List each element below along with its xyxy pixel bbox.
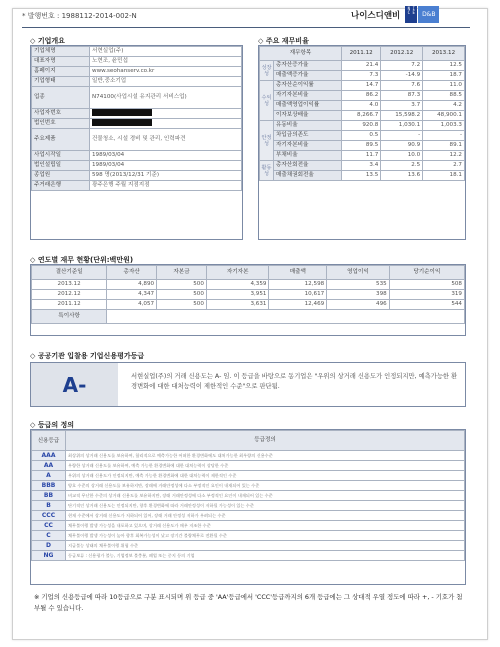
grade-label: D [32, 541, 66, 551]
ratio-row [260, 81, 465, 91]
company-field-value: www.seohanserv.co.kr [90, 67, 242, 77]
company-field-label: 대표자명 [32, 57, 90, 67]
ratio-value: 15,598.2 [381, 111, 423, 121]
company-field-value [90, 109, 242, 119]
ratio-value: 89.1 [423, 141, 465, 151]
company-row [32, 57, 242, 67]
annual-cell: 4,057 [107, 300, 157, 310]
ratio-value: 14.7 [342, 81, 381, 91]
company-field-label: 법인설립일 [32, 161, 90, 171]
annual-header-cell: 총자산 [107, 266, 157, 280]
definition-row [32, 541, 465, 551]
ratio-row [260, 171, 465, 181]
ratio-value: 11.7 [342, 151, 381, 161]
ratio-value: 18.7 [423, 71, 465, 81]
definition-row [32, 461, 465, 471]
grade-definition: 비교적 무난한 수준의 상거래 신용도를 보유하지만, 장래 거래안정성에 다소 부정적인 요인이 내재되어 있는 수준 [66, 491, 465, 501]
document-number: * 발행번호 : 1988112-2014-002-N [22, 12, 137, 20]
ratio-category: 활동성 [260, 161, 274, 181]
company-field-value: 광주은행 주월 지점지점 [90, 181, 242, 191]
definition-row [32, 511, 465, 521]
nice-logo-icon: N I C E [405, 6, 417, 23]
ratio-row [260, 161, 465, 171]
company-field-label: 기업체명 [32, 47, 90, 57]
ratio-value: 4.0 [342, 101, 381, 111]
grade-definition: 채무불이행 발생 가능성을 내포하고 있으며, 상거래 신용도가 매우 저조한 수준 [66, 521, 465, 531]
company-row [32, 161, 242, 171]
annual-header-cell: 자기자본 [206, 266, 269, 280]
annual-cell: 4,890 [107, 280, 157, 290]
company-row [32, 119, 242, 129]
company-row [32, 87, 242, 109]
ratio-value: 7.6 [381, 81, 423, 91]
company-field-value: 서현실업(주) [90, 47, 242, 57]
grade-definition: 양호 수준의 상거래 신용도를 보유하지만, 장래에 거래안정성에 다소 부정적인 요인이 내재되어 있는 수준 [66, 481, 465, 491]
ratio-value: 89.5 [342, 141, 381, 151]
ratio-row [260, 141, 465, 151]
definition-row [32, 521, 465, 531]
brand-logo [351, 6, 439, 23]
company-field-value: N74100(사업시설 유지관리 서비스업) [90, 87, 242, 109]
ratio-header-cell: 2011.12 [342, 47, 381, 61]
ratio-category: 성장성 [260, 61, 274, 81]
ratio-value: 90.9 [381, 141, 423, 151]
ratio-value: 10.0 [381, 151, 423, 161]
ratio-name: 차입금의존도 [274, 131, 342, 141]
redacted-value [92, 119, 152, 126]
company-field-label: 종업원 [32, 171, 90, 181]
ratio-row [260, 61, 465, 71]
company-row [32, 129, 242, 151]
grade-label: A [32, 471, 66, 481]
definition-row [32, 491, 465, 501]
company-field-label: 사업시작일 [32, 151, 90, 161]
company-row [32, 77, 242, 87]
grade-definition: 우량한 상거래 신용도를 보유하여, 예측 가능한 환경변화에 대한 대처능력이 상당한 수준 [66, 461, 465, 471]
ratio-value: 13.6 [381, 171, 423, 181]
ratio-row [260, 101, 465, 111]
company-field-value: 건물청소, 시설 경비 및 관리, 인력파견 [90, 129, 242, 151]
company-row [32, 171, 242, 181]
definition-table [31, 430, 465, 561]
company-row [32, 151, 242, 161]
ratio-name: 매출액증가율 [274, 71, 342, 81]
header-divider [22, 27, 470, 28]
grade-definition: 우위의 상거래 신용도가 인정되지만, 예측 가능한 환경변화에 대한 대처능력이 제한적인 수준 [66, 471, 465, 481]
grade-definition: 채무불이행 발생 가능성이 높아 향후 회복가능성이 낮고 장기간 불량채무로 전환될 수준 [66, 531, 465, 541]
definition-row [32, 531, 465, 541]
annual-header-cell: 영업이익 [327, 266, 390, 280]
annual-table [31, 265, 465, 324]
ratio-name: 총자산증가율 [274, 61, 342, 71]
company-field-label: 기업형태 [32, 77, 90, 87]
company-field-value: 598 명(2013/12/31 기준) [90, 171, 242, 181]
ratio-value: 12.5 [423, 61, 465, 71]
ratio-name: 총자산회전율 [274, 161, 342, 171]
rating-grade: A- [31, 363, 118, 406]
footnote: ※ 기업의 신용등급에 따라 10등급으로 구분 표시되며 위 등급 중 'AA'등급에서 'CCC'등급까지의 6개 등급에는 그 상대적 우열 정도에 따라 +, - 기호가 첨부될 수 있습니다. [34, 593, 463, 612]
ratio-value: 0.5 [342, 131, 381, 141]
grade-definition: 지급불능 상태의 채무불이행 위험 수준 [66, 541, 465, 551]
ratio-name: 자기자본비율 [274, 91, 342, 101]
company-field-value: 일반,중소기업 [90, 77, 242, 87]
ratio-value: 21.4 [342, 61, 381, 71]
annual-header-cell: 자본금 [157, 266, 207, 280]
definition-col-header: 등급정의 [66, 431, 465, 451]
annual-cell: 2013.12 [32, 280, 107, 290]
annual-row [32, 300, 465, 310]
ratio-value: 3.7 [381, 101, 423, 111]
grade-label: CC [32, 521, 66, 531]
company-field-label: 업종 [32, 87, 90, 109]
grade-label: BB [32, 491, 66, 501]
remark-value [107, 310, 465, 324]
remark-label: 특이사항 [32, 310, 107, 324]
ratio-row [260, 131, 465, 141]
ratio-row [260, 121, 465, 131]
company-field-value: 1989/03/04 [90, 161, 242, 171]
ratio-name: 총자산순이익률 [274, 81, 342, 91]
annual-cell: 2011.12 [32, 300, 107, 310]
ratio-header-cell: 재무항목 [260, 47, 342, 61]
ratio-value: 87.3 [381, 91, 423, 101]
annual-cell: 12,469 [269, 300, 327, 310]
company-field-label: 사업자번호 [32, 109, 90, 119]
redacted-value [92, 109, 152, 116]
annual-cell: 500 [157, 300, 207, 310]
company-section-title: ◇ 기업개요 [30, 37, 65, 45]
company-row [32, 47, 242, 57]
grade-col-header: 신용등급 [32, 431, 66, 451]
annual-frame [30, 264, 466, 336]
company-row [32, 67, 242, 77]
definition-row [32, 451, 465, 461]
ratio-name: 부채비율 [274, 151, 342, 161]
company-field-label: 법인번호 [32, 119, 90, 129]
company-frame [30, 45, 243, 240]
grade-label: AAA [32, 451, 66, 461]
ratio-value: - [423, 131, 465, 141]
remark-row [32, 310, 465, 324]
ratio-value: 11.0 [423, 81, 465, 91]
rating-box [30, 362, 466, 407]
company-row [32, 109, 242, 119]
company-field-value [90, 119, 242, 129]
ratio-value: 7.2 [381, 61, 423, 71]
definition-row [32, 501, 465, 511]
annual-cell: 3,631 [206, 300, 269, 310]
rating-description: 서현실업(주)의 거래 신용도는 A- 임. 이 등급을 바탕으로 동기업은 "우위의 상거래 신용도가 인정되지만, 예측가능한 환경변화에 대한 대처능력이 제한적인 수준"으로 판단됨. [131, 373, 458, 390]
ratio-row [260, 151, 465, 161]
ratio-value: 18.1 [423, 171, 465, 181]
grade-label: AA [32, 461, 66, 471]
ratio-name: 자기자본비율 [274, 141, 342, 151]
annual-header-cell: 매출액 [269, 266, 327, 280]
grade-definition: 현재 수준에서 상거래 신용도가 저하되어 있어, 장래 거래 안정성 저하가 우려되는 수준 [66, 511, 465, 521]
annual-cell: 500 [157, 280, 207, 290]
annual-cell: 508 [389, 280, 464, 290]
annual-cell: 535 [327, 280, 390, 290]
ratio-name: 매출채권회전율 [274, 171, 342, 181]
annual-cell: 4,359 [206, 280, 269, 290]
ratio-frame [258, 45, 466, 240]
company-field-label: 주거래은행 [32, 181, 90, 191]
annual-cell: 12,598 [269, 280, 327, 290]
grade-definition: 단기적인 상거래 신용도는 인정되지만, 향후 환경변화에 따라 거래안정성이 저하될 가능성이 있는 수준 [66, 501, 465, 511]
ratio-value: 3.4 [342, 161, 381, 171]
annual-section-title: ◇ 연도별 재무 현황(단위:백만원) [30, 256, 134, 264]
grade-label: BBB [32, 481, 66, 491]
ratio-value: 4.2 [423, 101, 465, 111]
rating-section-title: ◇ 공공기관 입찰용 기업신용평가등급 [30, 352, 145, 360]
annual-cell: 2012.12 [32, 290, 107, 300]
ratio-value: 2.5 [381, 161, 423, 171]
annual-header-cell: 당기순이익 [389, 266, 464, 280]
ratio-row [260, 91, 465, 101]
ratio-header-cell: 2012.12 [381, 47, 423, 61]
grade-label: C [32, 531, 66, 541]
ratio-value: 12.2 [423, 151, 465, 161]
company-table [31, 46, 242, 191]
company-field-label: 주요제품 [32, 129, 90, 151]
definition-frame [30, 429, 466, 585]
definition-section-title: ◇ 등급의 정의 [30, 421, 75, 429]
ratio-table [259, 46, 465, 181]
definition-row [32, 481, 465, 491]
ratio-value: 1,003.3 [423, 121, 465, 131]
ratio-name: 이자보상배율 [274, 111, 342, 121]
ratio-value: 8,266.7 [342, 111, 381, 121]
db-logo-icon: D&B [418, 6, 439, 23]
annual-cell: 319 [389, 290, 464, 300]
annual-cell: 398 [327, 290, 390, 300]
ratio-value: 2.7 [423, 161, 465, 171]
grade-definition: 최상위의 상거래 신용도를 보유하여, 합리적으로 예측가능한 어떠한 환경변화에도 대처가능한 최우량의 신용수준 [66, 451, 465, 461]
ratio-value: - [381, 131, 423, 141]
ratio-value: 1,030.1 [381, 121, 423, 131]
ratio-row [260, 111, 465, 121]
company-field-label: 홈페이지 [32, 67, 90, 77]
ratio-name: 유동비율 [274, 121, 342, 131]
company-row [32, 181, 242, 191]
annual-header-cell: 결산기준일 [32, 266, 107, 280]
annual-row [32, 280, 465, 290]
annual-cell: 3,951 [206, 290, 269, 300]
ratio-value: 13.5 [342, 171, 381, 181]
ratio-row [260, 71, 465, 81]
ratio-value: 48,900.1 [423, 111, 465, 121]
annual-cell: 500 [157, 290, 207, 300]
company-field-value: 노현조, 윤민섭 [90, 57, 242, 67]
annual-cell: 4,347 [107, 290, 157, 300]
ratio-value: -14.9 [381, 71, 423, 81]
ratio-section-title: ◇ 주요 재무비율 [258, 37, 309, 45]
grade-label: CCC [32, 511, 66, 521]
annual-cell: 10,617 [269, 290, 327, 300]
company-field-value: 1989/03/04 [90, 151, 242, 161]
annual-cell: 544 [389, 300, 464, 310]
ratio-name: 매출액영업이익률 [274, 101, 342, 111]
ratio-category: 안정성 [260, 121, 274, 161]
ratio-value: 88.5 [423, 91, 465, 101]
definition-row [32, 471, 465, 481]
ratio-value: 7.3 [342, 71, 381, 81]
annual-row [32, 290, 465, 300]
grade-label: NG [32, 551, 66, 561]
definition-row [32, 551, 465, 561]
ratio-header-cell: 2013.12 [423, 47, 465, 61]
ratio-value: 86.2 [342, 91, 381, 101]
ratio-value: 920.8 [342, 121, 381, 131]
grade-label: B [32, 501, 66, 511]
annual-cell: 496 [327, 300, 390, 310]
brand-name: 나이스디앤비 [351, 10, 401, 21]
ratio-category: 수익성 [260, 81, 274, 121]
grade-definition: 등급보류 : 신용평가 불능, 기업정보 불충분, 폐업 또는 중지 등의 기업 [66, 551, 465, 561]
